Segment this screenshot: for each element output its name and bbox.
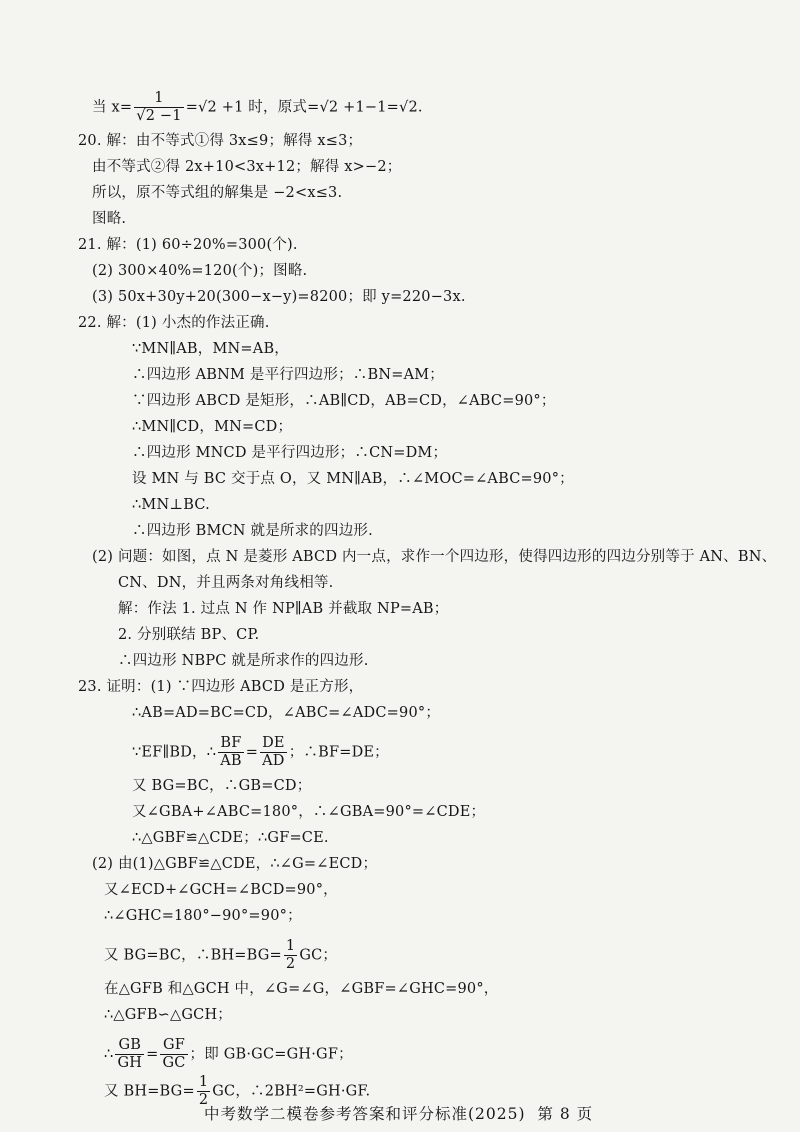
q21-line-2: (2) 300×40%=120(个)；图略. xyxy=(92,263,308,279)
q23-line-11: 在△GFB 和△GCH 中，∠G=∠G，∠GBF=∠GHC=90°， xyxy=(104,981,499,997)
q22-line-12: 解：作法 1. 过点 N 作 NP∥AB 并截取 NP=AB； xyxy=(118,601,449,617)
q23-line-8: 又∠ECD+∠GCH=∠BCD=90°， xyxy=(104,882,338,898)
q23-line-7: (2) 由(1)△GBF≌△CDE，∴∠G=∠ECD； xyxy=(92,856,378,872)
fraction-denominator: 2 xyxy=(198,1092,209,1108)
fraction-denominator: 2 xyxy=(285,956,296,972)
q22-line-3: ∴四边形 ABNM 是平行四边形；∴BN=AM； xyxy=(132,367,444,383)
page-number: 8 xyxy=(559,1105,571,1123)
q22-line-8: ∴MN⊥BC. xyxy=(132,497,210,513)
fraction xyxy=(134,90,183,125)
text: GC，∴2BH²=GH·GF. xyxy=(212,1083,371,1100)
text: 又 BH=BG= xyxy=(104,1083,195,1100)
q22-line-4: ∵四边形 ABCD 是矩形，∴AB∥CD，AB=CD，∠ABC=90°； xyxy=(132,393,556,409)
q21-line-1: 21. 解：(1) 60÷20%=300(个). xyxy=(78,237,298,253)
q23-line-3 xyxy=(132,735,389,770)
fraction-denominator: GH xyxy=(117,1055,143,1071)
q22-line-13: 2. 分别联结 BP、CP. xyxy=(118,627,260,643)
q22-line-10: (2) 问题：如图，点 N 是菱形 ABCD 内一点，求作一个四边形，使得四边形的四边分别等于 AN、BN、 xyxy=(92,549,777,565)
q23-line-12: ∴△GFB∽△GCH； xyxy=(104,1007,232,1023)
q20-line-1: 20. 解：由不等式①得 3x≤9；解得 x≤3； xyxy=(78,133,363,149)
q20-line-2: 由不等式②得 2x+10<3x+12；解得 x>−2； xyxy=(92,159,402,175)
q21-line-3: (3) 50x+30y+20(300−x−y)=8200；即 y=220−3x. xyxy=(92,289,466,305)
eval-line xyxy=(92,90,423,125)
fraction-denominator: AB xyxy=(220,753,242,769)
q23-line-6: ∴△GBF≌△CDE；∴GF=CE. xyxy=(132,830,329,846)
fraction-numerator: GB xyxy=(115,1037,144,1055)
text: 又 BG=BC，∴BH=BG= xyxy=(104,947,282,964)
text: ；∴BF=DE； xyxy=(288,744,389,761)
q23-line-13 xyxy=(104,1037,353,1072)
q23-line-1: 23. 证明：(1) ∵四边形 ABCD 是正方形， xyxy=(78,679,364,695)
page-suffix: 页 xyxy=(576,1105,594,1123)
fraction-denominator: AD xyxy=(262,753,285,769)
q22-line-9: ∴四边形 BMCN 就是所求的四边形. xyxy=(132,523,373,539)
fraction-numerator: BF xyxy=(218,735,244,753)
q22-line-6: ∴四边形 MNCD 是平行四边形；∴CN=DM； xyxy=(132,445,448,461)
q22-line-5: ∴MN∥CD，MN=CD； xyxy=(132,419,293,435)
q22-line-11: CN、DN，并且两条对角线相等. xyxy=(118,575,334,591)
q23-line-9: ∴∠GHC=180°−90°=90°； xyxy=(104,908,302,924)
footer-title: 中考数学二模卷参考答案和评分标准(2025) xyxy=(204,1105,526,1123)
fraction xyxy=(160,1037,187,1072)
fraction-numerator: 1 xyxy=(134,90,183,108)
text: = xyxy=(146,1046,159,1063)
fraction-numerator: GF xyxy=(160,1037,187,1055)
text: ∵EF∥BD，∴ xyxy=(132,744,217,761)
text: = xyxy=(245,744,259,761)
page-prefix: 第 xyxy=(537,1105,554,1123)
q23-line-4: 又 BG=BC，∴GB=CD； xyxy=(132,778,312,794)
fraction xyxy=(115,1037,144,1072)
text: ∴ xyxy=(104,1046,114,1063)
fraction-denominator: GC xyxy=(162,1055,186,1071)
q20-line-4: 图略. xyxy=(92,211,127,227)
text: ；即 GB·GC=GH·GF； xyxy=(189,1046,353,1063)
q23-line-5: 又∠GBA+∠ABC=180°，∴∠GBA=90°=∠CDE； xyxy=(132,804,486,820)
page-footer xyxy=(204,1104,593,1124)
q22-line-14: ∴四边形 NBPC 就是所求作的四边形. xyxy=(118,653,369,669)
text: 当 x= xyxy=(92,99,133,116)
fraction xyxy=(218,735,244,770)
q22-line-7: 设 MN 与 BC 交于点 O，又 MN∥AB，∴∠MOC=∠ABC=90°； xyxy=(132,471,574,487)
fraction-numerator: 1 xyxy=(198,1074,209,1090)
fraction xyxy=(284,938,297,973)
fraction-denominator: √2 −1 xyxy=(136,108,182,124)
fraction-numerator: 1 xyxy=(285,938,296,954)
q23-line-2: ∴AB=AD=BC=CD，∠ABC=∠ADC=90°； xyxy=(132,705,441,721)
text: GC； xyxy=(299,947,338,964)
q22-line-2: ∵MN∥AB，MN=AB， xyxy=(132,341,289,357)
text: =√2 +1 时，原式=√2 +1−1=√2. xyxy=(185,99,423,116)
fraction-numerator: DE xyxy=(262,735,285,751)
q22-line-1: 22. 解：(1) 小杰的作法正确. xyxy=(78,315,270,331)
fraction xyxy=(260,735,287,770)
q20-line-3: 所以，原不等式组的解集是 −2<x≤3. xyxy=(92,185,343,201)
q23-line-10 xyxy=(104,938,337,973)
